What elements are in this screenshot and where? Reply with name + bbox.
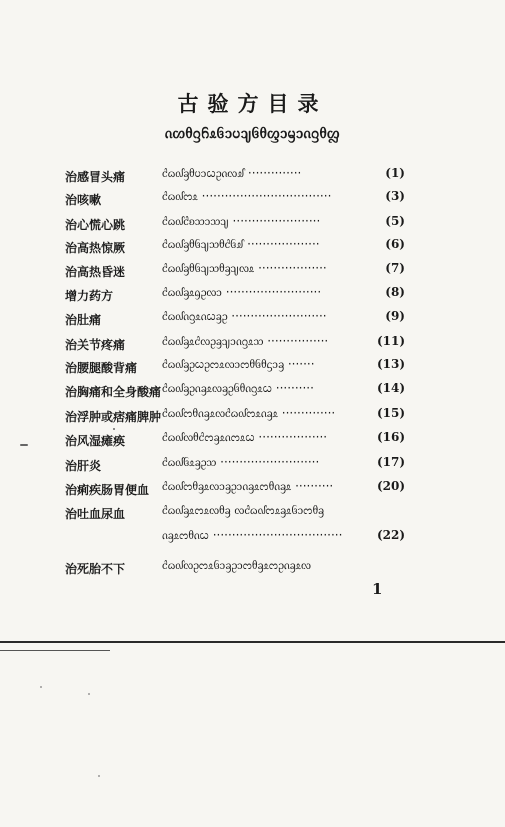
toc-entry-tai-title: ᦺᦒ᧞ᦂᦲᦃᦸᦟᦱᦃᦳᦱᦵᦃᦸᦂᦲᦵᦃᦸ ·········· [162,479,334,493]
toc-entry-page-number: (7) [385,261,405,275]
toc-entry-chinese-title: 治关节疼痛 [65,338,126,352]
toc-entry-page-number: (9) [385,309,405,323]
scan-speck [88,693,90,695]
toc-entry [0,309,505,331]
toc-entry-tai-title: ᦺᦒ᧞ᦟᦲᦺᦂᦃᦸᦵᦂᦸᦍ ·················· [162,430,328,444]
toc-entry-tai-title: ᦺᦒ᧞ᦃᦲᦢᦱᦍᦳᦵᦟᦾ ·············· [162,166,302,180]
page-title: 古验方目录 [177,91,328,116]
toc-entry-chinese-title: 治痢疾肠胃便血 [65,483,150,497]
toc-entry-tai-title: ᦺᦒ᧞ᦃᦸᦇᦳᦟᦱ ························· [162,285,322,299]
toc-entry-page-number: (3) [385,189,405,203]
toc-entry [0,558,505,580]
toc-entry-tai-title: ᦵᦃᦸᦂᦲᦵᦍ ·································· [162,528,343,542]
toc-entry-tai-title: ᦺᦒ᧞ᦂᦸ ·································· [162,189,332,203]
toc-entry [0,430,505,452]
toc-entry-page-number: (6) [385,237,405,251]
toc-entry-tai-title: ᦺᦒ᧞ᦂᦲᦵᦃᦸᦟᦺᦒ᧞ᦂᦸᦵᦃᦸ ·············· [162,406,336,420]
toc-entry-tai-title: ᦺᦒ᧞ᦃᦳᦵᦃᦸᦟᦃᦳᦑᦲᦵᦋᦸᦍ ·········· [162,381,314,395]
toc-entry-chinese-title: 治胸痛和全身酸痛 [65,385,162,399]
toc-entry-page-number: (15) [376,406,405,420]
toc-entry-chinese-title: 治腰腿酸背痛 [65,361,138,375]
toc-entry-page-number: (11) [376,334,405,348]
toc-entry-chinese-title: 治肚痛 [65,313,102,327]
toc-entry-chinese-title: 治心慌心跳 [65,218,126,232]
toc-entry-tai-title: ᦺᦒ᧞ᦃᦳᦍᦳᦂᦸᦟᦱᦂᦲᦑᦲᦓᦱᦃ ······· [162,357,315,371]
toc-entry-page-number: (13) [376,357,405,371]
toc-entry-page-number: (5) [385,214,405,228]
page-number: 1 [372,580,383,598]
toc-entry [0,357,505,379]
toc-entry-tai-title: ᦺᦒ᧞ᦃᦸᦺᦟᦳᦃᦻᦱᦵᦋᦸᦉ ················ [162,334,329,348]
toc-entry-page-number: (17) [376,455,405,469]
toc-entry [0,503,505,525]
scan-speck [20,444,28,446]
toc-entry-tai-title: ᦺᦒ᧞ᦺᦈᦉᦱᦉᦻ ······················· [162,214,321,228]
toc-entry-page-number: (1) [385,166,405,180]
toc-entry-chinese-title: 治高热惊厥 [65,241,126,255]
toc-entry-chinese-title: 治高热昏迷 [65,265,126,279]
scan-speck [113,428,115,430]
toc-entry-tai-title: ᦺᦒ᧞ᦟᦳᦂᦸᦑᦱᦃᦳᦱᦂᦲᦃᦸᦂᦳᦵᦃᦸᦟ [162,558,311,572]
toc-entry-page-number: (8) [385,285,405,299]
bottom-rule [0,641,505,643]
toc-entry [0,285,505,307]
toc-entry-page-number: (16) [376,430,405,444]
toc-entry-page-number: (22) [376,528,405,542]
toc-entry-chinese-title: 治肝炎 [65,459,102,473]
scan-speck [40,686,42,688]
toc-entry-chinese-title: 治浮肿或痞痛脾肿 [65,410,162,424]
toc-entry-tai-title: ᦺᦒ᧞ᦑᦸᦃᦳᦉ ·························· [162,455,320,469]
toc-entry-page-number: (20) [376,479,405,493]
toc-entry-tai-title: ᦺᦒ᧞ᦃᦲᦑᦻᦉᦲᦃᦻᦟᦸ ·················· [162,261,327,275]
scan-speck [98,775,100,777]
toc-entry-page-number: (14) [376,381,405,395]
toc-entry [0,261,505,283]
toc-entry [0,334,505,356]
toc-entry-chinese-title: 增力药方 [65,289,114,303]
toc-entry-chinese-title: 治咳嗽 [65,193,102,207]
toc-entry [0,166,505,188]
toc-entry [0,479,505,501]
toc-entry-tai-title: ᦺᦒ᧞ᦵᦋᦸᦵᦍᦃᦳ ························· [162,309,327,323]
toc-entry-chinese-title: 治死胎不下 [65,562,126,576]
toc-entry-tai-title: ᦺᦒ᧞ᦃᦸᦂᦸᦟᦲᦃ ᦟᦺᦒ᧞ᦂᦸᦃᦸᦑᦱᦂᦲᦃ [162,503,324,517]
toc-entry-chinese-title: 治风湿瘫痪 [65,434,126,448]
toc-entry [0,455,505,477]
toc-entry-chinese-title: 治感冒头痛 [65,170,126,184]
toc-entry [0,406,505,428]
toc-entry-tai-title: ᦺᦒ᧞ᦃᦲᦑᦻᦉᦲᦺᦑᦾ ··················· [162,237,320,251]
toc-entry [0,189,505,211]
toc-entry [0,237,505,259]
bottom-rule-short [0,650,110,651]
page-subtitle: ᦵᦠᦲᦋᦆᦸᦑᦱᦢᦻᦑᦲᦐᦱᦙᦱᦵᦋᦲᦜ [164,124,341,142]
toc-entry [0,214,505,236]
toc-entry [0,381,505,403]
toc-entry-chinese-title: 治吐血尿血 [65,507,126,521]
toc-entry [0,528,505,550]
